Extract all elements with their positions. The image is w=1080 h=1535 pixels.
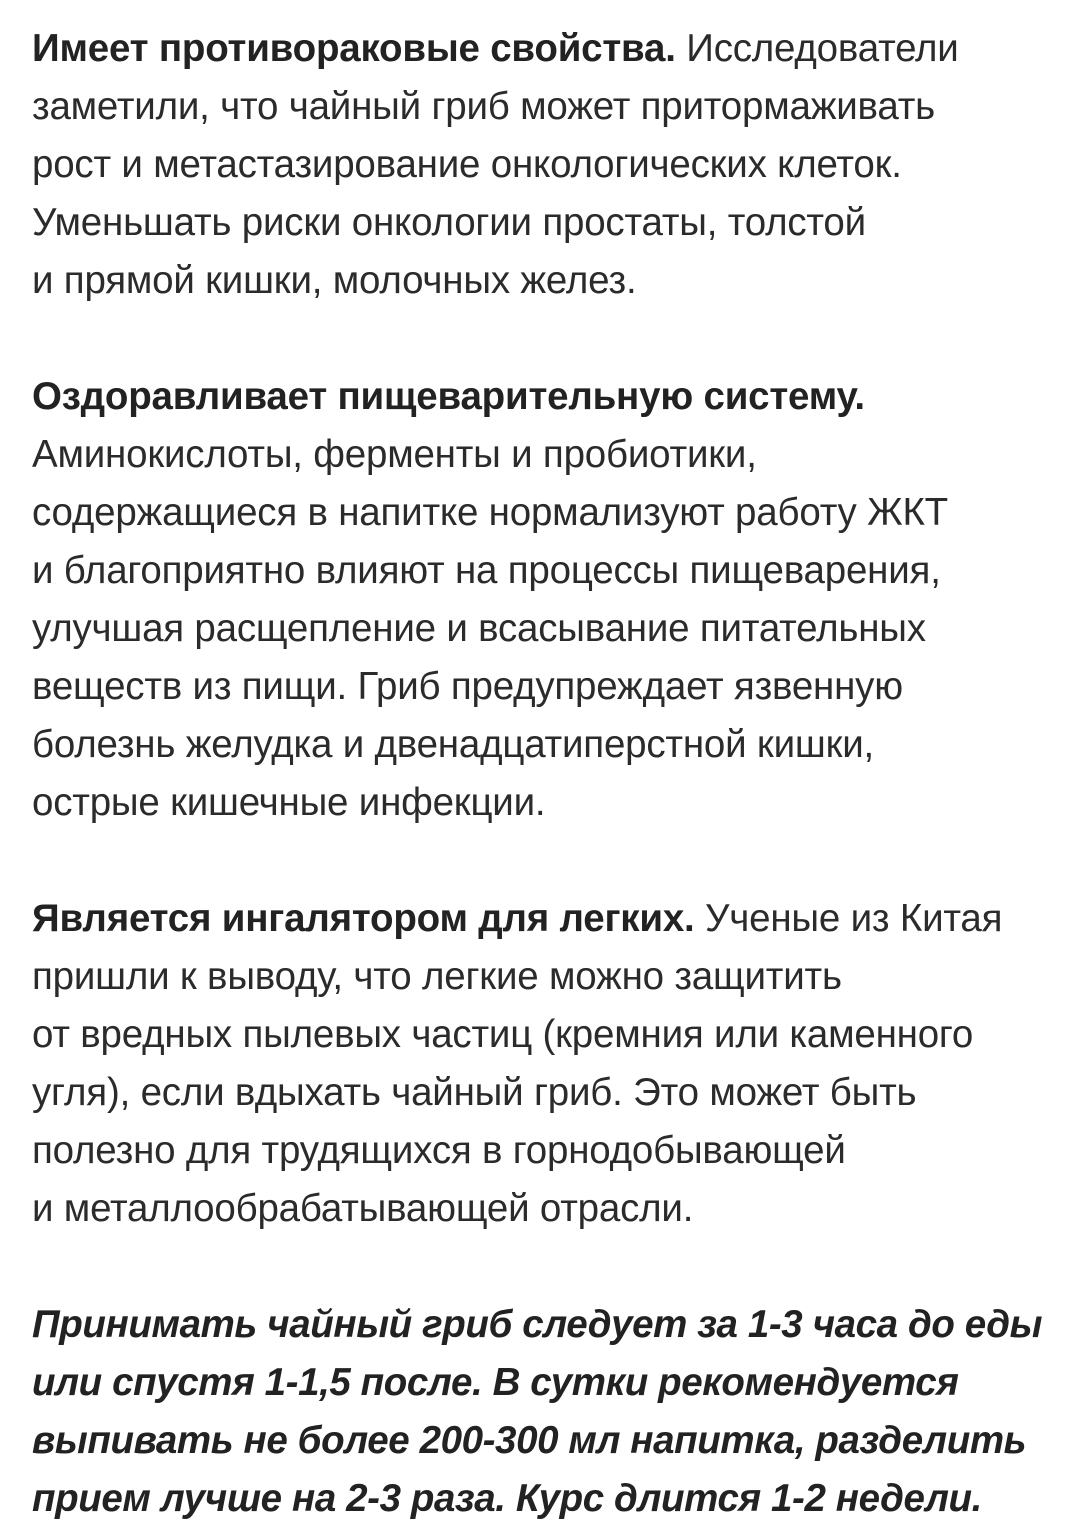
paragraph-anticancer <box>32 20 1062 310</box>
paragraph-line: от вредных пылевых частиц (кремния или каменного <box>32 1013 974 1056</box>
paragraph-line <box>32 890 1062 948</box>
paragraph-line: и благоприятно влияют на процессы пищеварения, <box>32 549 941 592</box>
paragraph-line: угля), если вдыхать чайный гриб. Это может быть <box>32 1071 917 1114</box>
paragraph-text: Ученые из Китая <box>705 897 1003 940</box>
note-line: Принимать чайный гриб следует за 1-3 часа до еды <box>32 1303 1043 1346</box>
paragraph-heading: Имеет противораковые свойства. <box>32 27 676 70</box>
note-line: выпивать не более 200-300 мл напитка, разделить <box>32 1419 1027 1462</box>
paragraph-line: болезнь желудка и двенадцатиперстной кишки, <box>32 723 875 766</box>
paragraph-heading: Является ингалятором для легких. <box>32 897 695 940</box>
article-body <box>32 20 1062 1528</box>
paragraph-heading: Оздоравливает пищеварительную систему. <box>32 375 865 418</box>
note-line: прием лучше на 2-3 раза. Курс длится 1-2 недели. <box>32 1477 982 1520</box>
paragraph-line: содержащиеся в напитке нормализуют работу ЖКТ <box>32 491 948 534</box>
paragraph-line <box>32 20 1062 78</box>
paragraph-line: заметили, что чайный гриб может притормаживать <box>32 85 936 128</box>
paragraph-line: Аминокислоты, ферменты и пробиотики, <box>32 433 757 476</box>
dosage-note <box>32 1296 1062 1528</box>
paragraph-line: и металлообрабатывающей отрасли. <box>32 1187 694 1230</box>
paragraph-line: пришли к выводу, что легкие можно защитить <box>32 955 842 998</box>
paragraph-line: веществ из пищи. Гриб предупреждает язвенную <box>32 665 903 708</box>
paragraph-line: Уменьшать риски онкологии простаты, толстой <box>32 201 866 244</box>
paragraph-line: рост и метастазирование онкологических клеток. <box>32 143 902 186</box>
paragraph-text: Исследователи <box>686 27 959 70</box>
note-line: или спустя 1-1,5 после. В сутки рекомендуется <box>32 1361 959 1404</box>
paragraph-line: улучшая расщепление и всасывание питательных <box>32 607 926 650</box>
paragraph-line: острые кишечные инфекции. <box>32 781 546 824</box>
paragraph-digestive <box>32 368 1062 832</box>
paragraph-lungs <box>32 890 1062 1238</box>
paragraph-line: и прямой кишки, молочных желез. <box>32 259 637 302</box>
paragraph-line: полезно для трудящихся в горнодобывающей <box>32 1129 846 1172</box>
